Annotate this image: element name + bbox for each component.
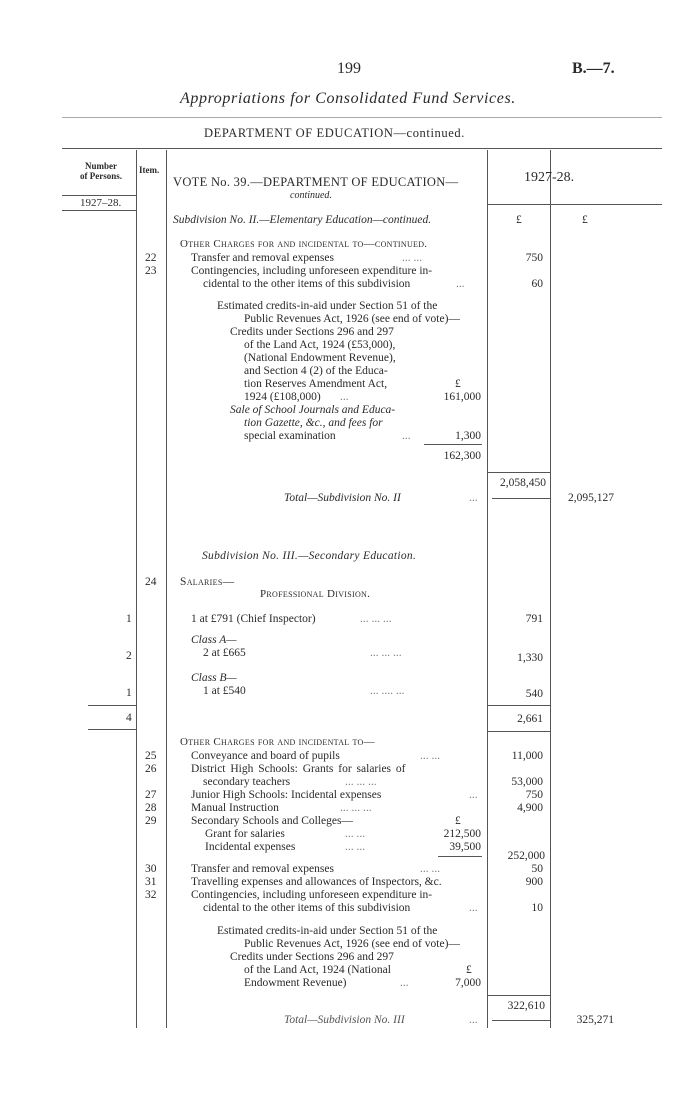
- item-text: Contingencies, including unforeseen expenditure in-: [191, 265, 433, 277]
- item-text: Contingencies, including unforeseen expenditure in-: [191, 889, 433, 901]
- amount: 252,000: [507, 850, 545, 862]
- credits-text: special examination: [244, 430, 336, 442]
- vote-heading: VOTE No. 39.—DEPARTMENT OF EDUCATION—: [173, 175, 459, 189]
- leader-dots: ... ...: [420, 750, 441, 762]
- credits-text: Estimated credits-in-aid under Section 51 of the: [217, 300, 438, 312]
- department-title: DEPARTMENT OF EDUCATION—continued.: [204, 126, 465, 140]
- sub-item-text: Incidental expenses: [205, 841, 296, 853]
- leader-dots: ... ...: [345, 828, 366, 840]
- subdivision-ii-total-label: Total—Subdivision No. II: [284, 492, 401, 504]
- credit-amount: 161,000: [443, 391, 481, 403]
- credit-amount: 7,000: [455, 977, 481, 989]
- column-divider: [136, 150, 137, 1028]
- item-number: 32: [145, 889, 157, 901]
- amount: 60: [531, 278, 543, 290]
- credits-text: Endowment Revenue): [244, 977, 347, 989]
- leader-dots: ...: [456, 278, 465, 290]
- number-of-persons-heading: Number of Persons.: [80, 161, 122, 181]
- leader-dots: ... ... ...: [360, 613, 392, 625]
- rule: [424, 444, 482, 445]
- salaries-total: 2,661: [517, 713, 543, 725]
- running-title: Appropriations for Consolidated Fund Services.: [180, 90, 516, 107]
- item-text: Conveyance and board of pupils: [191, 750, 340, 762]
- salaries-heading: Salaries—: [180, 576, 235, 588]
- item-text: Secondary Schools and Colleges—: [191, 815, 353, 827]
- amount: 4,900: [517, 802, 543, 814]
- rule: [487, 731, 550, 732]
- amount: 540: [525, 688, 543, 700]
- sub-item-amount: 39,500: [449, 841, 481, 853]
- professional-division-heading: Professional Division.: [260, 588, 371, 600]
- item-number: 31: [145, 876, 157, 888]
- credits-text: Credits under Sections 296 and 297: [230, 951, 394, 963]
- rule: [62, 148, 662, 149]
- persons-count: 1: [126, 687, 132, 699]
- credits-text: Estimated credits-in-aid under Section 51 of the: [217, 925, 438, 937]
- leader-dots: ...: [400, 977, 409, 989]
- credits-text: of the Land Act, 1924 (£53,000),: [244, 339, 396, 351]
- other-charges-heading: Other Charges for and incidental to—: [180, 736, 375, 748]
- item-text: District High Schools: Grants for salaries of: [191, 763, 406, 775]
- vote-heading-continued: continued.: [290, 190, 332, 201]
- salary-row: 1 at £540: [203, 685, 246, 697]
- amount: 750: [525, 252, 543, 264]
- item-text: Manual Instruction: [191, 802, 279, 814]
- rule: [438, 856, 482, 857]
- leader-dots: ... ... ...: [345, 776, 377, 788]
- item-number: 25: [145, 750, 157, 762]
- item-number: 27: [145, 789, 157, 801]
- leader-dots: ... .... ...: [370, 685, 405, 697]
- amount: 750: [525, 789, 543, 801]
- amount: 50: [531, 863, 543, 875]
- leader-dots: ...: [402, 430, 411, 442]
- credits-pound: £: [466, 964, 472, 976]
- class-label: Class B—: [191, 672, 237, 684]
- item-text: cidental to the other items of this subdivision: [203, 902, 411, 914]
- subtotal-amount: 322,610: [507, 1000, 545, 1012]
- persons-year: 1927–28.: [80, 197, 122, 209]
- leader-dots: ... ...: [402, 252, 423, 264]
- leader-dots: ... ...: [345, 841, 366, 853]
- credits-text: of the Land Act, 1924 (National: [244, 964, 391, 976]
- salary-row: 1 at £791 (Chief Inspector): [191, 613, 316, 625]
- credits-text: Credits under Sections 296 and 297: [230, 326, 394, 338]
- amount: 1,330: [517, 652, 543, 664]
- leader-dots: ...: [469, 902, 478, 914]
- subdivision-ii-heading: Subdivision No. II.—Elementary Education—continued.: [173, 214, 432, 226]
- rule: [492, 498, 550, 499]
- leader-dots: ... ...: [420, 863, 441, 875]
- pound-sign: £: [582, 214, 588, 226]
- subdivision-total: 2,095,127: [568, 492, 614, 504]
- year-heading: 1927-28.: [524, 170, 575, 185]
- credits-pound: £: [455, 378, 461, 390]
- column-divider: [166, 150, 167, 1028]
- rule: [487, 995, 550, 996]
- credits-text: Sale of School Journals and Educa-: [230, 404, 396, 416]
- credits-text: and Section 4 (2) of the Educa-: [244, 365, 388, 377]
- page-number: 199: [337, 60, 361, 77]
- item-heading: Item.: [139, 165, 160, 175]
- item-text: secondary teachers: [203, 776, 291, 788]
- leader-dots: ... ... ...: [370, 647, 402, 659]
- credits-text: Public Revenues Act, 1926 (see end of vote)—: [244, 313, 460, 325]
- item-number: 30: [145, 863, 157, 875]
- rule: [62, 210, 136, 211]
- rule: [492, 1020, 550, 1021]
- credit-total: 162,300: [443, 450, 481, 462]
- credits-text: Public Revenues Act, 1926 (see end of vote)—: [244, 938, 460, 950]
- item-number: 26: [145, 763, 157, 775]
- rule: [62, 195, 136, 196]
- credits-text: 1924 (£108,000): [244, 391, 321, 403]
- persons-count: 1: [126, 613, 132, 625]
- sub-item-text: Grant for salaries: [205, 828, 285, 840]
- leader-dots: ...: [340, 391, 349, 403]
- item-number: 24: [145, 576, 157, 588]
- persons-count: 2: [126, 650, 132, 662]
- class-label: Class A—: [191, 634, 237, 646]
- item-number: 22: [145, 252, 157, 264]
- item-text: Transfer and removal expenses: [191, 252, 334, 264]
- leader-dots: ...: [469, 789, 478, 801]
- persons-total: 4: [126, 712, 132, 724]
- amount: 53,000: [511, 776, 543, 788]
- amount: 11,000: [511, 750, 543, 762]
- rule: [487, 705, 550, 706]
- pound-sign: £: [516, 214, 522, 226]
- leader-dots: ...: [469, 492, 478, 504]
- rule: [62, 117, 662, 118]
- column-divider: [550, 150, 551, 1028]
- item-text: cidental to the other items of this subdivision: [203, 278, 411, 290]
- subdivision-iii-total-label: Total—Subdivision No. III: [284, 1014, 405, 1026]
- document-code: B.—7.: [572, 60, 615, 77]
- item-text: Junior High Schools: Incidental expenses: [191, 789, 382, 801]
- credits-text: tion Gazette, &c., and fees for: [244, 417, 383, 429]
- subtotal-amount: 2,058,450: [500, 477, 546, 489]
- item-number: 28: [145, 802, 157, 814]
- subdivision-total: 325,271: [576, 1014, 614, 1026]
- item-number: 29: [145, 815, 157, 827]
- other-charges-heading: Other Charges for and incidental to—continued.: [180, 238, 428, 250]
- item-number: 23: [145, 265, 157, 277]
- leader-dots: ...: [469, 1014, 478, 1026]
- amount: 791: [525, 613, 543, 625]
- credits-pound: £: [455, 815, 461, 827]
- item-text: Transfer and removal expenses: [191, 863, 334, 875]
- column-divider: [487, 150, 488, 1028]
- credits-text: tion Reserves Amendment Act,: [244, 378, 388, 390]
- amount: 900: [525, 876, 543, 888]
- leader-dots: ... ... ...: [340, 802, 372, 814]
- rule: [487, 204, 662, 205]
- salary-row: 2 at £665: [203, 647, 246, 659]
- credits-text: (National Endowment Revenue),: [244, 352, 396, 364]
- amount: 10: [531, 902, 543, 914]
- subdivision-iii-heading: Subdivision No. III.—Secondary Education.: [202, 550, 417, 562]
- sub-item-amount: 212,500: [443, 828, 481, 840]
- rule: [88, 705, 136, 706]
- rule: [88, 729, 136, 730]
- rule: [487, 472, 550, 473]
- credit-amount: 1,300: [455, 430, 481, 442]
- item-text: Travelling expenses and allowances of Inspectors, &c.: [191, 876, 442, 888]
